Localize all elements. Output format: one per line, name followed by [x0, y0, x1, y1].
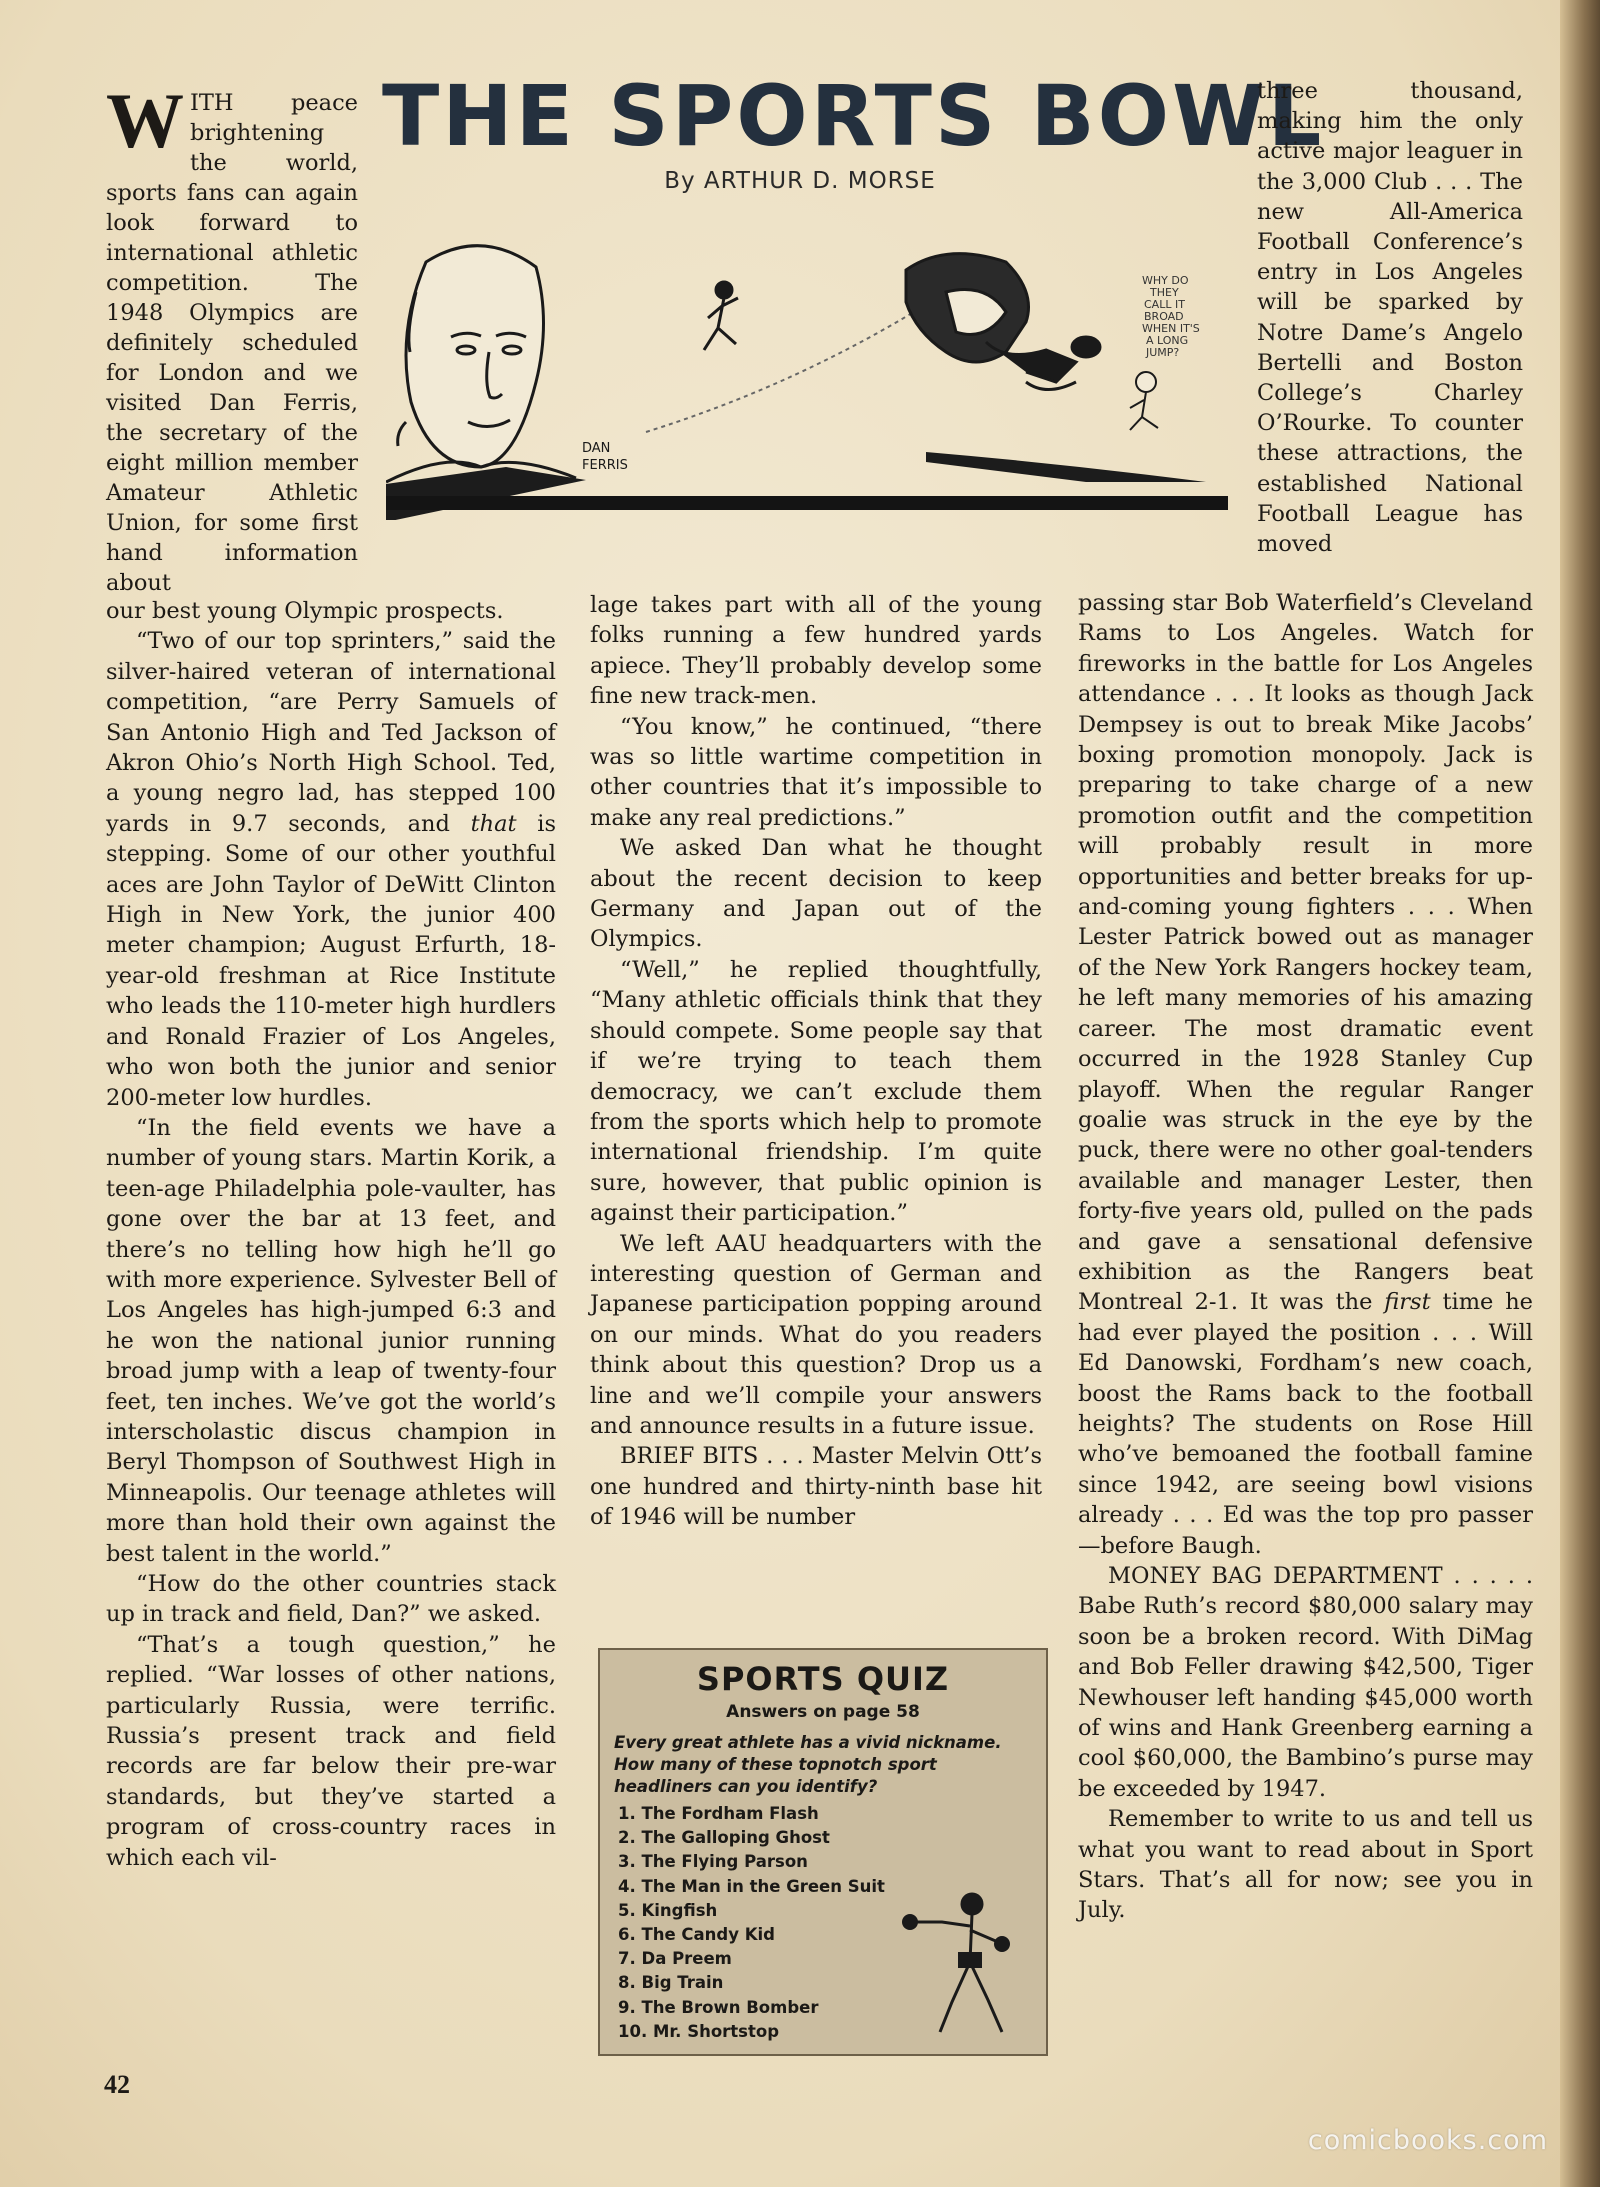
- site-watermark: comicbooks.com: [1307, 2125, 1548, 2156]
- article-column-2: [590, 590, 1042, 1533]
- article-column-3: [1078, 588, 1533, 1926]
- speech-balloon-text: WHY DO THEY CALL IT BROAD WHEN IT'S A LONG JUMP?: [1142, 274, 1200, 359]
- paragraph: our best young Olympic prospects.: [106, 598, 504, 624]
- boxer-illustration: [892, 1882, 1032, 2042]
- paragraph: “In the field events we have a number of young stars. Martin Korik, a teen-age Philadelphia pole-vaulter, has gone over the bar at 13 feet, and there’s no telling how high he’ll go with more experience. Sylvester Bell of Los Angeles has high-jumped 6:3 and he won the national junior running broad jump with a leap of twenty-four feet, ten inches. We’ve got the world’s interscholastic discus champion in Beryl Thompson of Southwest High in Minneapolis. Our teenage athletes will more than hold their own against the best talent in the world.”: [106, 1114, 556, 1567]
- page-spine-shadow: [1560, 0, 1600, 2187]
- illustration-ground-bar: [386, 496, 1228, 510]
- paragraph: BRIEF BITS . . . Master Melvin Ott’s one hundred and thirty-ninth base hit of 1946 will be number: [590, 1443, 1042, 1531]
- drop-cap: W: [106, 77, 184, 164]
- paragraph: three thousand, making him the only active major leaguer in the 3,000 Club . . . The new All-America Football Conference’s entry in Los Angeles will be sparked by Notre Dame’s Angelo Bertelli and Boston College’s Charley O’Rourke. To counter these attractions, the established National Football League has moved: [1257, 78, 1523, 558]
- quiz-item: 10. Mr. Shortstop: [618, 2021, 780, 2041]
- paragraph: “Well,” he replied thoughtfully, “Many athletic officials think that they should compete. Some people say that if we’re trying to teach them democracy, we can’t exclude them from the sports which help to promote international friendship. I’m quite sure, however, that public opinion is against their participation.”: [590, 956, 1042, 1227]
- article-column-1: [106, 596, 556, 1873]
- article-byline: By ARTHUR D. MORSE: [664, 168, 936, 194]
- quiz-item: 3. The Flying Parson: [618, 1852, 808, 1872]
- quiz-item: 1. The Fordham Flash: [618, 1804, 819, 1823]
- quiz-title: SPORTS QUIZ: [696, 1660, 950, 1698]
- paragraph: “Two of our top sprinters,” said the silver-haired veteran of international competition, “are Perry Samuels of San Antonio High and Ted Jackson of Akron Ohio’s North High School. Ted, a young negro lad, has stepped 100 yards in 9.7 seconds, and that is stepping. Some of our other youthful aces are John Taylor of DeWitt Clinton High in New York, the junior 400 meter champion; August Erfurth, 18-year-old freshman at Rice Institute who leads the 110-meter high hurdlers and Ronald Frazier of Los Angeles, who won both the junior and senior 200-meter low hurdles.: [106, 628, 556, 1111]
- paragraph: lage takes part with all of the young folks running a few hundred yards apiece. They’ll probably develop some fine new track-men.: [590, 592, 1042, 710]
- quiz-item: 4. The Man in the Green Suit: [618, 1876, 885, 1896]
- portrait-caption-line2: FERRIS: [582, 458, 628, 473]
- paragraph: “That’s a tough question,” he replied. “War losses of other nations, particularly Russia, were terrific. Russia’s present track and field records are far below their pre-war standards, but they’ve started a program of cross-country races in which each vil-: [106, 1631, 556, 1871]
- header-illustration: [386, 232, 1228, 520]
- quiz-item: 2. The Galloping Ghost: [618, 1828, 830, 1848]
- paragraph: We left AAU headquarters with the interesting question of German and Japanese participation popping around on our minds. What do you readers think about this question? Drop us a line and we’ll compile your answers and announce results in a future issue.: [590, 1230, 1042, 1439]
- quiz-item: 9. The Brown Bomber: [618, 1997, 819, 2017]
- page-number: 42: [104, 2070, 130, 2099]
- article-title: THE SPORTS BOWL: [382, 67, 1325, 165]
- portrait-caption-line1: DAN: [582, 441, 611, 456]
- quiz-item: 8. Big Train: [618, 1973, 724, 1993]
- quiz-item: 6. The Candy Kid: [618, 1925, 775, 1945]
- paragraph: MONEY BAG DEPARTMENT . . . . . Babe Ruth’s record $80,000 salary may soon be a broken record. With DiMag and Bob Feller drawing $42,500, Tiger Newhouser left handing $45,000 worth of wins and Hank Greenberg earning a cool $60,000, the Bambino’s purse may be exceeded by 1947.: [1078, 1563, 1533, 1802]
- quiz-item: 5. Kingfish: [618, 1900, 718, 1920]
- quiz-subtitle: Answers on page 58: [726, 1702, 920, 1722]
- quiz-intro: Every great athlete has a vivid nickname. How many of these topnotch sport headliners can you identify?: [614, 1733, 1002, 1796]
- runner-figure: [704, 282, 738, 350]
- intro-text: ITH peace brightening the world, sports fans can again look forward to international athletic competition. The 1948 Olympics are definitely scheduled for London and we visited Dan Ferris, the secretary of the eight million member Amateur Athletic Union, for some first hand information about: [106, 90, 358, 596]
- paragraph: “You know,” he continued, “there was so little wartime competition in other countries that it’s impossible to make any real predictions.”: [590, 713, 1042, 831]
- dan-ferris-portrait: [386, 246, 576, 482]
- quiz-item: 7. Da Preem: [618, 1949, 732, 1969]
- leaping-athletes: [906, 254, 1100, 390]
- paragraph: We asked Dan what he thought about the recent decision to keep Germany and Japan out of the Olympics.: [590, 835, 1042, 953]
- paragraph: Remember to write to us and tell us what you want to read about in Sport Stars. That’s all for now; see you in July.: [1078, 1806, 1533, 1924]
- article-column-3-top: [1257, 76, 1523, 559]
- paragraph: passing star Bob Waterfield’s Cleveland Rams to Los Angeles. Watch for fireworks in the battle for Los Angeles attendance . . . It looks as though Jack Dempsey is out to break Mike Jacobs’ boxing promotion monopoly. Jack is preparing to take charge of a new promotion outfit and the competition will probably result in more opportunities and better breaks for up-and-coming young fighters . . . When Lester Patrick bowed out as manager of the New York Rangers hockey team, he left many memories of his amazing career. The most dramatic event occurred in the 1928 Stanley Cup playoff. When the regular Ranger goalie was struck in the eye by the puck, there were no other goal-tenders available and manager Lester, then forty-five years old, pulled on the pads and gave a sensational defensive exhibition as the Rangers beat Montreal 2-1. It was the first time he had ever played the position . . . Will Ed Danowski, Fordham’s new coach, boost the Rams back to the football heights? The students on Rose Hill who’ve bemoaned the football famine since 1942, are seeing bowl visions already . . . Ed was the top pro passer—before Baugh.: [1078, 590, 1533, 1559]
- paragraph: “How do the other countries stack up in track and field, Dan?” we asked.: [106, 1571, 556, 1628]
- small-figure: [1130, 372, 1158, 430]
- sports-quiz-box: [598, 1648, 1048, 2056]
- article-intro: [106, 77, 358, 598]
